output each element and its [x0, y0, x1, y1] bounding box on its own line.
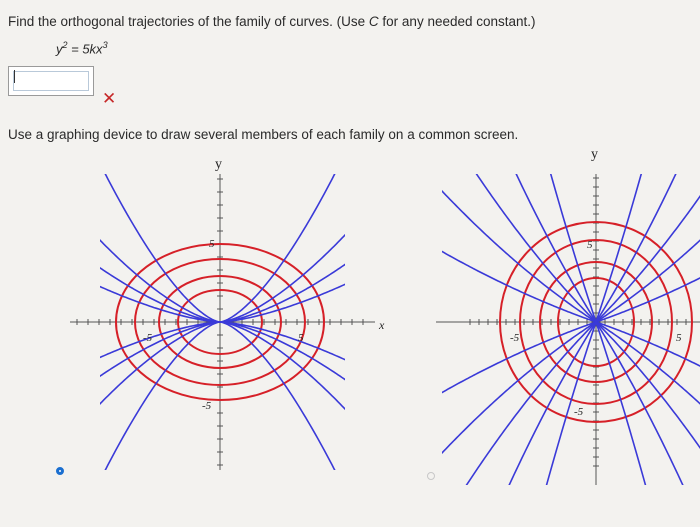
family-curve: [426, 0, 700, 527]
incorrect-icon: ✕: [102, 89, 117, 108]
tick-label-y-pos: 5: [587, 239, 593, 251]
question-text: Find the orthogonal trajectories of the family of curves. (Use C for any needed constant.): [8, 14, 536, 29]
tick-label-y-neg: -5: [574, 406, 584, 418]
family-curve: [426, 0, 700, 527]
family-curve: [426, 270, 700, 402]
tick-label-x-neg: -5: [510, 332, 520, 344]
y-axis-label: y: [215, 157, 222, 172]
tick-label-y-pos: 5: [209, 238, 215, 250]
tick-label-y-neg: -5: [202, 400, 212, 412]
radio-option-b[interactable]: [427, 472, 435, 480]
graph-option-a[interactable]: [60, 78, 385, 527]
family-curve: [426, 174, 700, 419]
curve-group: [426, 0, 700, 527]
y-axis-label: y: [591, 147, 598, 162]
graph-option-b[interactable]: [426, 0, 700, 527]
constant-variable: C: [368, 14, 379, 29]
family-curve: [426, 242, 700, 374]
family-curve: [426, 0, 700, 527]
tick-label-x-pos: 5: [298, 332, 304, 344]
tick-label-x-neg: -5: [143, 332, 153, 344]
family-curve: [426, 173, 700, 527]
graph-instruction: Use a graphing device to draw several members of each family on a common screen.: [8, 127, 519, 142]
curve-equation: $y^2 = 5kx^3$: [56, 40, 108, 57]
family-curve: [426, 94, 700, 471]
family-curve: [426, 84, 700, 527]
tick-label-x-pos: 5: [676, 332, 682, 344]
radio-option-a[interactable]: [56, 467, 64, 475]
family-curve: [426, 225, 700, 470]
x-axis-label: x: [379, 318, 385, 332]
